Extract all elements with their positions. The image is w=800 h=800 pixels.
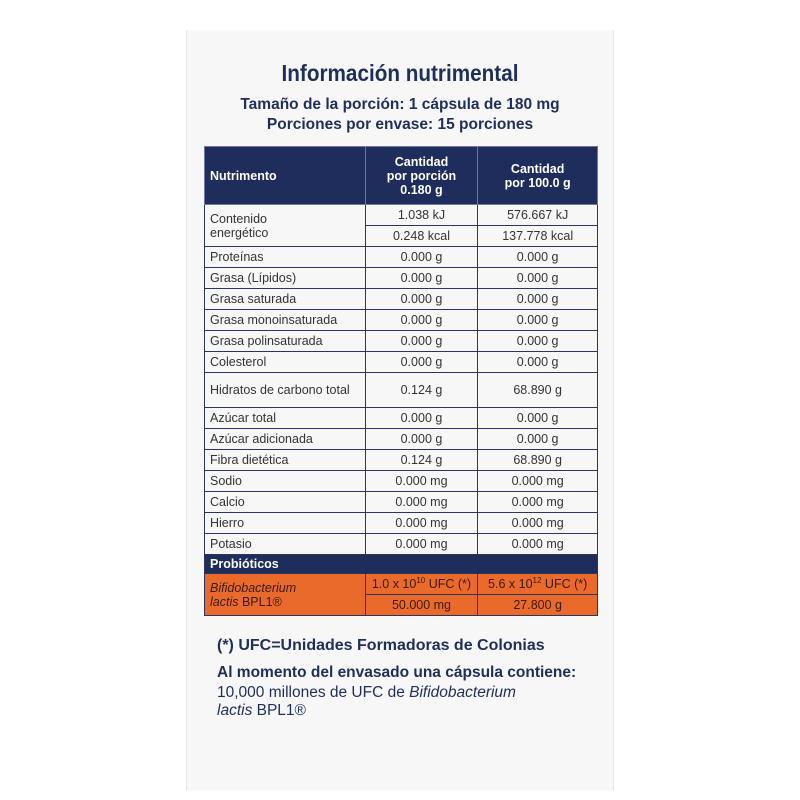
table-row bbox=[205, 373, 598, 408]
table-row bbox=[205, 471, 598, 492]
row-label: Grasa saturada bbox=[205, 289, 366, 310]
row-label: Sodio bbox=[205, 471, 366, 492]
table-row bbox=[205, 450, 598, 471]
probiotics-header bbox=[205, 555, 598, 574]
table-row bbox=[205, 331, 598, 352]
note-text: 10,000 millones de UFC de Bifidobacterium lactis BPL1® bbox=[217, 684, 516, 719]
footnote: (*) UFC=Unidades Formadoras de Colonias bbox=[217, 637, 545, 654]
row-value: 0.000 g bbox=[478, 310, 598, 331]
row-label: Grasa monoinsaturada bbox=[205, 310, 366, 331]
row-label: Potasio bbox=[205, 534, 366, 555]
table-row bbox=[205, 268, 598, 289]
table-row bbox=[205, 247, 598, 268]
row-value: 0.000 g bbox=[365, 408, 478, 429]
header-nutrient: Nutrimento bbox=[205, 147, 366, 205]
row-value: 0.000 mg bbox=[478, 513, 598, 534]
row-value: 0.000 mg bbox=[365, 471, 478, 492]
table-row bbox=[205, 429, 598, 450]
table-row bbox=[205, 289, 598, 310]
row-value: 0.000 mg bbox=[365, 534, 478, 555]
ufc-serving: 1.0 x $10^{10}$ UFC (*) bbox=[365, 574, 478, 595]
probiotics-label: Probióticos bbox=[205, 555, 598, 574]
energy-kj-100: 576.667 kJ bbox=[478, 205, 598, 226]
row-value: 68.890 g bbox=[478, 373, 598, 408]
table-row bbox=[205, 408, 598, 429]
row-value: 0.000 g bbox=[365, 247, 478, 268]
row-value: 0.000 mg bbox=[365, 513, 478, 534]
page-title: Información nutrimental bbox=[281, 60, 519, 86]
table-row bbox=[205, 574, 598, 595]
row-value: 0.124 g bbox=[365, 450, 478, 471]
row-value: 0.000 g bbox=[365, 289, 478, 310]
table-row bbox=[205, 534, 598, 555]
serving-size: Tamaño de la porción: 1 cápsula de 180 mg bbox=[240, 96, 560, 113]
row-value: 0.000 g bbox=[478, 408, 598, 429]
row-label: Hierro bbox=[205, 513, 366, 534]
row-label: Hidratos de carbono total bbox=[205, 373, 366, 408]
row-value: 0.000 g bbox=[478, 331, 598, 352]
row-value: 0.000 g bbox=[365, 429, 478, 450]
row-value: 0.000 g bbox=[478, 429, 598, 450]
note-title: Al momento del envasado una cápsula contiene: bbox=[217, 664, 577, 681]
energy-kcal-serving: 0.248 kcal bbox=[365, 226, 478, 247]
table-row bbox=[205, 205, 598, 226]
row-value: 0.000 g bbox=[478, 352, 598, 373]
mass-100: 27.800 g bbox=[478, 595, 598, 616]
header-per-100: Cantidad por 100.0 g bbox=[478, 147, 598, 205]
row-value: 0.000 g bbox=[365, 310, 478, 331]
row-label: Proteínas bbox=[205, 247, 366, 268]
row-value: 0.000 g bbox=[478, 268, 598, 289]
energy-label: Contenido energético bbox=[205, 205, 366, 247]
table-row bbox=[205, 513, 598, 534]
row-value: 0.000 mg bbox=[478, 492, 598, 513]
row-value: 0.000 g bbox=[365, 331, 478, 352]
row-label: Grasa polinsaturada bbox=[205, 331, 366, 352]
row-value: 0.000 mg bbox=[478, 534, 598, 555]
table-header bbox=[205, 147, 598, 205]
table-row bbox=[205, 492, 598, 513]
row-value: 0.000 mg bbox=[478, 471, 598, 492]
row-value: 0.000 mg bbox=[365, 492, 478, 513]
energy-kj-serving: 1.038 kJ bbox=[365, 205, 478, 226]
row-label: Fibra dietética bbox=[205, 450, 366, 471]
row-value: 0.000 g bbox=[478, 247, 598, 268]
row-label: Grasa (Lípidos) bbox=[205, 268, 366, 289]
servings-per-container: Porciones por envase: 15 porciones bbox=[266, 116, 534, 133]
row-value: 0.000 g bbox=[478, 289, 598, 310]
table-row bbox=[205, 352, 598, 373]
row-value: 0.124 g bbox=[365, 373, 478, 408]
table-row bbox=[205, 310, 598, 331]
row-label: Azúcar total bbox=[205, 408, 366, 429]
nutrition-table bbox=[204, 146, 598, 616]
row-value: 0.000 g bbox=[365, 268, 478, 289]
row-label: Azúcar adicionada bbox=[205, 429, 366, 450]
mass-serving: 50.000 mg bbox=[365, 595, 478, 616]
probiotic-name: Bifidobacterium lactis BPL1® bbox=[205, 574, 366, 616]
row-label: Colesterol bbox=[205, 352, 366, 373]
row-value: 0.000 g bbox=[365, 352, 478, 373]
row-value: 68.890 g bbox=[478, 450, 598, 471]
header-per-serving: Cantidad por porción 0.180 g bbox=[365, 147, 478, 205]
row-label: Calcio bbox=[205, 492, 366, 513]
ufc-100: 5.6 x $10^{12}$ UFC (*) bbox=[478, 574, 598, 595]
energy-kcal-100: 137.778 kcal bbox=[478, 226, 598, 247]
